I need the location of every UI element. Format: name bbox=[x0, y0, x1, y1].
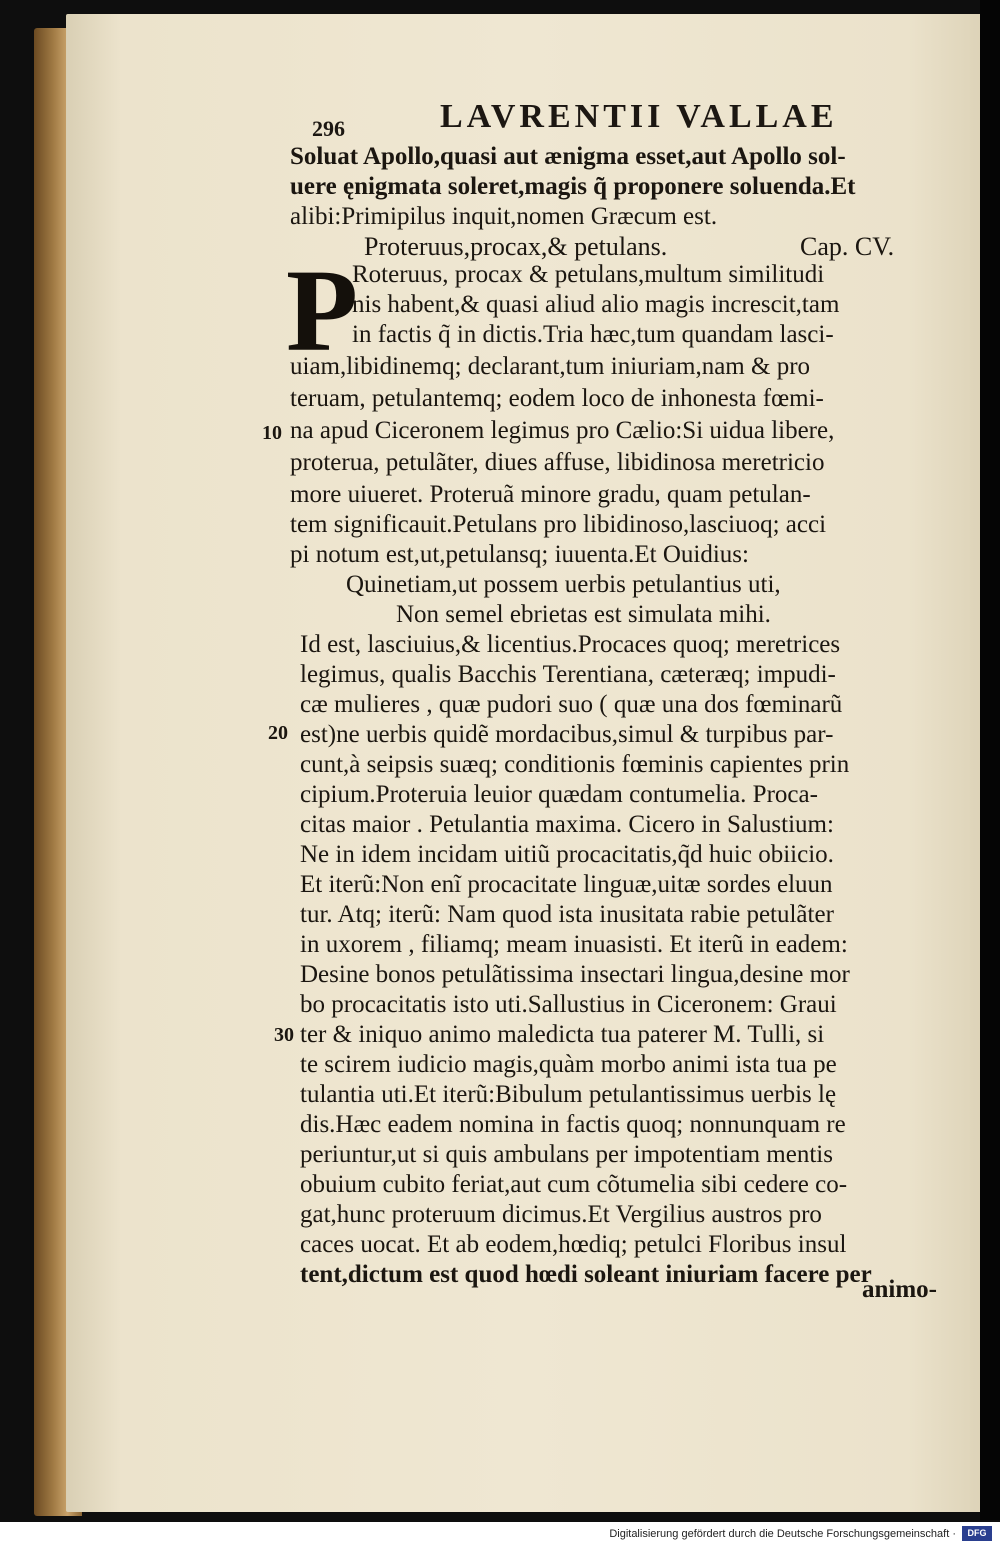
text-line: tulantia uti.Et iterũ:Bibulum petulantissimus uerbis lę bbox=[300, 1081, 837, 1108]
text-line: gat,hunc proteruum dicimus.Et Vergilius austros pro bbox=[300, 1201, 822, 1228]
text-line: alibi:Primipilus inquit,nomen Græcum est. bbox=[290, 203, 718, 230]
text-line: in factis q̃ in dictis.Tria hæc,tum quandam lasci- bbox=[352, 321, 834, 348]
verse-line: Non semel ebrietas est simulata mihi. bbox=[396, 601, 771, 628]
text-line: te scirem iudicio magis,quàm morbo animi ista tua pe bbox=[300, 1051, 837, 1078]
text-line: tem significauit.Petulans pro libidinoso,lasciuoq; acci bbox=[290, 511, 827, 538]
text-line: tent,dictum est quod hœdi soleant iniuriam facere per bbox=[300, 1261, 872, 1288]
text-line: dis.Hæc eadem nomina in factis quoq; nonnunquam re bbox=[300, 1111, 846, 1138]
text-line: cipium.Proteruia leuior quædam contumelia. Proca- bbox=[300, 781, 818, 808]
text-line: in uxorem , filiamq; meam inuasisti. Et iterũ in eadem: bbox=[300, 931, 848, 958]
dfg-logo-icon: DFG bbox=[962, 1526, 992, 1541]
margin-line-number: 30 bbox=[274, 1024, 294, 1046]
text-line: uere ęnigmata soleret,magis q̃ proponere soluenda.Et bbox=[290, 173, 856, 200]
text-line: bo procacitatis isto uti.Sallustius in Ciceronem: Graui bbox=[300, 991, 837, 1018]
margin-line-number: 20 bbox=[268, 722, 288, 744]
text-line: uiam,libidinemq; declarant,tum iniuriam,nam & pro bbox=[290, 353, 811, 380]
footer-strip bbox=[0, 1522, 1000, 1546]
text-line: teruam, petulantemq; eodem loco de inhonesta fœmi- bbox=[290, 385, 824, 412]
running-head: LAVRENTII VALLAE bbox=[440, 98, 838, 135]
text-line: obuium cubito feriat,aut cum cõtumelia sibi cedere co- bbox=[300, 1171, 848, 1198]
text-line: cunt,à seipsis suæq; conditionis fœminis capientes prin bbox=[300, 751, 850, 778]
text-line: more uiueret. Proteruã minore gradu, quam petulan- bbox=[290, 481, 811, 508]
catchword: animo- bbox=[862, 1276, 937, 1303]
text-line: Ne in idem incidam uitiũ procacitatis,q̃d huic obiicio. bbox=[300, 841, 834, 868]
text-line: caces uocat. Et ab eodem,hœdiq; petulci Floribus insul bbox=[300, 1231, 847, 1258]
page-number: 296 bbox=[312, 116, 345, 141]
text-line: Soluat Apollo,quasi aut ænigma esset,aut Apollo sol- bbox=[290, 143, 846, 170]
text-line: na apud Ciceronem legimus pro Cælio:Si uidua libere, bbox=[290, 417, 835, 444]
verse-line: Quinetiam,ut possem uerbis petulantius uti, bbox=[346, 571, 781, 598]
funding-credit: Digitalisierung gefördert durch die Deutsche Forschungsgemeinschaft · bbox=[609, 1528, 956, 1540]
chapter-number: Cap. CV. bbox=[800, 232, 895, 261]
text-line: periuntur,ut si quis ambulans per impotentiam mentis bbox=[300, 1141, 833, 1168]
text-line: Roteruus, procax & petulans,multum similitudi bbox=[352, 261, 825, 288]
text-line: citas maior . Petulantia maxima. Cicero in Salustium: bbox=[300, 811, 834, 838]
scan-right-border bbox=[980, 0, 1000, 1520]
text-line: cæ mulieres , quæ pudori suo ( quæ una dos fœminarũ bbox=[300, 691, 843, 718]
text-line: tur. Atq; iterũ: Nam quod ista inusitata rabie petulãter bbox=[300, 901, 834, 928]
margin-line-number: 10 bbox=[262, 422, 282, 444]
text-line: Et iterũ:Non enĩ procacitate linguæ,uitæ sordes eluun bbox=[300, 871, 833, 898]
text-line: Id est, lasciuius,& licentius.Procaces quoq; meretrices bbox=[300, 631, 841, 658]
text-line: pi notum est,ut,petulansq; iuuenta.Et Ouidius: bbox=[290, 541, 749, 568]
drop-cap: P bbox=[286, 245, 359, 376]
text-line: est)ne uerbis quidẽ mordacibus,simul & turpibus par- bbox=[300, 721, 834, 748]
text-line: proterua, petulãter, diues affuse, libidinosa meretricio bbox=[290, 449, 825, 476]
text-line: Desine bonos petulãtissima insectari lingua,desine mor bbox=[300, 961, 850, 988]
text-line: ter & iniquo animo maledicta tua paterer M. Tulli, si bbox=[300, 1021, 825, 1048]
text-line: legimus, qualis Bacchis Terentiana, cæteræq; impudi- bbox=[300, 661, 836, 688]
chapter-title: Proteruus,procax,& petulans. bbox=[364, 232, 668, 261]
text-line: nis habent,& quasi aliud alio magis increscit,tam bbox=[352, 291, 840, 318]
